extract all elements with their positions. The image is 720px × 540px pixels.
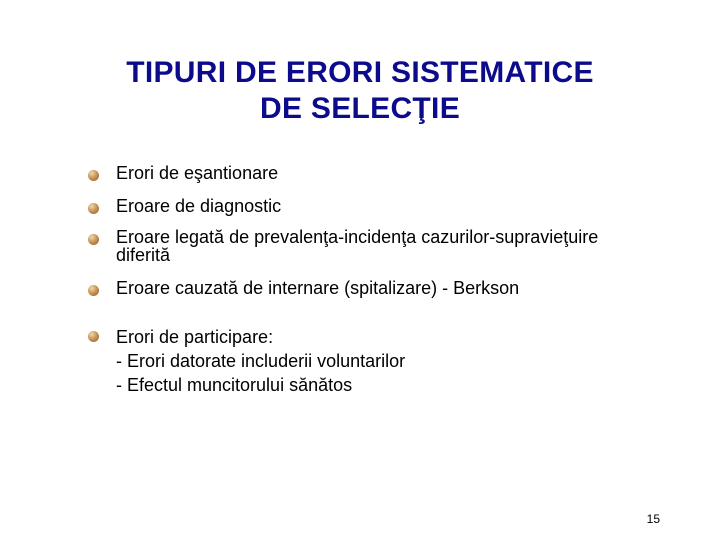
bullet-text-line: - Efectul muncitorului sănătos xyxy=(116,375,353,395)
page-number: 15 xyxy=(646,512,660,526)
bullet-sphere-icon xyxy=(88,170,99,181)
bullet-sphere-icon xyxy=(88,234,99,245)
bullet-sphere-icon xyxy=(88,285,99,296)
slide-title-line-1: TIPURI DE ERORI SISTEMATICE xyxy=(126,56,594,89)
bullet-text-line: Eroare legată de prevalenţa-incidenţa cazurilor-supravieţuire xyxy=(116,227,599,247)
slide-title xyxy=(60,55,660,127)
bullet-text-line: Erori de participare: xyxy=(116,327,274,347)
bullet-text-line: - Erori datorate includerii voluntarilor xyxy=(116,351,406,371)
bullet-text-line: diferită xyxy=(116,245,171,265)
bullet-text-line: Erori de eşantionare xyxy=(116,163,279,183)
bullet-sphere-icon xyxy=(88,331,99,342)
slide-title-line-2: DE SELECŢIE xyxy=(260,92,460,125)
bullet-text-line: Eroare cauzată de internare (spitalizare) - Berkson xyxy=(116,278,520,298)
bullet-sphere-icon xyxy=(88,203,99,214)
bullet-text-line: Eroare de diagnostic xyxy=(116,196,282,216)
